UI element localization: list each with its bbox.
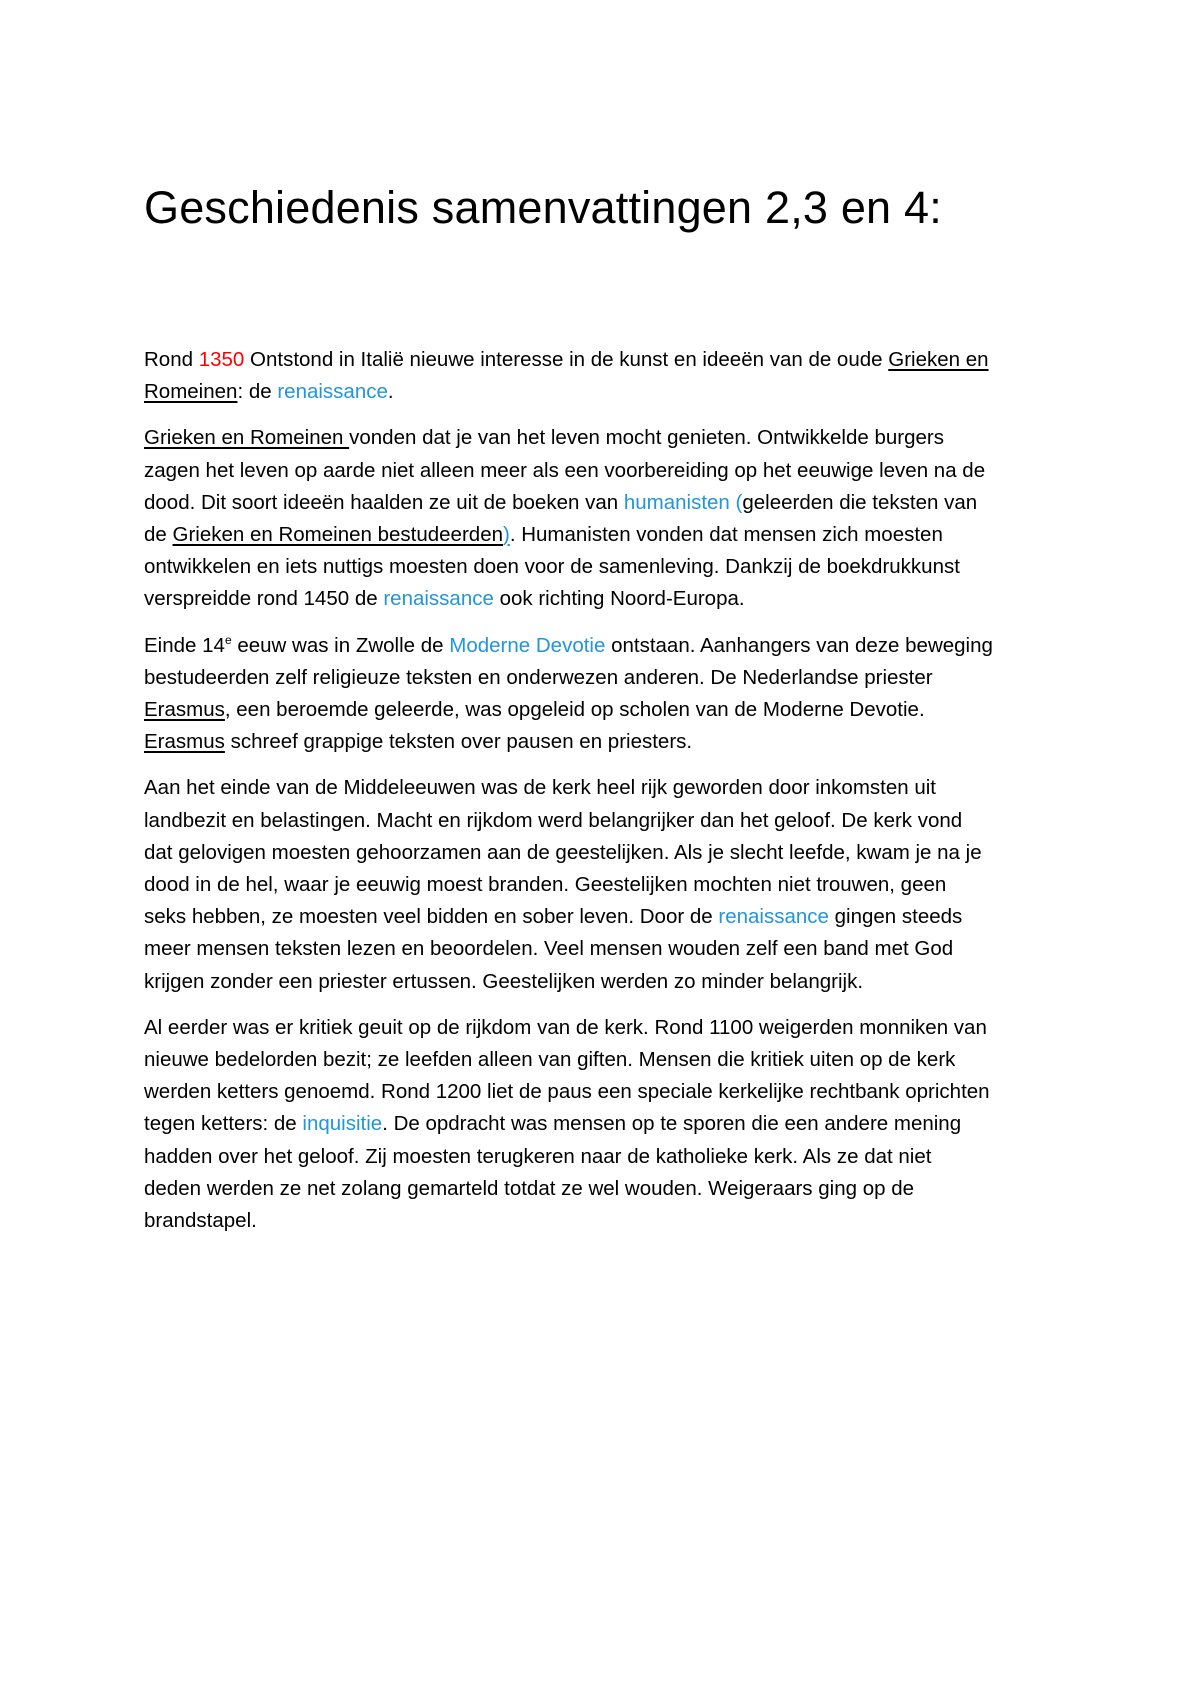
text-run: eeuw was in Zwolle de xyxy=(231,633,450,657)
text-line xyxy=(144,455,1062,487)
text-run: Einde 14 xyxy=(144,633,225,657)
text-run: dood in de hel, waar je eeuwig moest branden. Geestelijken mochten niet trouwen, geen xyxy=(144,873,947,897)
text-line xyxy=(144,772,1062,804)
text-run: Romeinen xyxy=(144,380,238,404)
text-run: gingen steeds xyxy=(828,905,963,929)
text-run: Grieken en xyxy=(888,348,989,371)
text-line xyxy=(144,1044,1062,1076)
text-run: renaissance xyxy=(277,380,388,404)
text-line xyxy=(144,901,1062,933)
superscript-run: e xyxy=(224,632,232,647)
text-line xyxy=(144,662,1062,694)
text-line xyxy=(144,869,1062,901)
text-run: Al eerder was er kritiek geuit op de rijkdom van de kerk. Rond 1100 weigerden monniken van xyxy=(144,1015,987,1039)
document-body xyxy=(144,344,1062,1251)
text-run: seks hebben, ze moesten veel bidden en sober leven. Door de xyxy=(144,905,719,929)
paragraph xyxy=(144,772,1062,997)
text-run: ontwikkelen en iets nuttigs moesten doen voor de samenleving. Dankzij de boekdrukkunst xyxy=(144,555,960,579)
text-run: werden ketters genoemd. Rond 1200 liet de paus een speciale kerkelijke rechtbank oprichten xyxy=(144,1080,990,1104)
text-run: schreef grappige teksten over pausen en priesters. xyxy=(224,730,693,754)
text-run: krijgen zonder een priester ertussen. Geestelijken werden zo minder belangrijk. xyxy=(144,969,864,993)
text-run: Moderne Devotie xyxy=(449,633,606,657)
text-run: meer mensen teksten lezen en beoordelen. Veel mensen wouden zelf een band met God xyxy=(144,937,954,961)
document-title: Geschiedenis samenvattingen 2,3 en 4: xyxy=(144,182,942,233)
text-run: geleerden die teksten van xyxy=(742,490,978,514)
text-run: , een beroemde geleerde, was opgeleid op scholen van de Moderne Devotie. xyxy=(224,698,925,722)
paragraph xyxy=(144,344,1062,408)
text-run: humanisten ( xyxy=(623,490,743,514)
text-run: : de xyxy=(237,380,278,404)
text-line xyxy=(144,630,1062,662)
text-run: nieuwe bedelorden bezit; ze leefden alleen van giften. Mensen die kritiek uiten op de kerk xyxy=(144,1048,956,1072)
text-run: Aan het einde van de Middeleeuwen was de kerk heel rijk geworden door inkomsten uit xyxy=(144,776,937,800)
text-run: bestudeerden zelf religieuze teksten en onderwezen anderen. De Nederlandse priester xyxy=(144,665,933,689)
text-run: inquisitie xyxy=(302,1112,383,1136)
text-run: landbezit en belastingen. Macht en rijkdom werd belangrijker dan het geloof. De kerk vond xyxy=(144,808,963,832)
text-run: . xyxy=(387,380,394,404)
text-run: renaissance xyxy=(383,587,494,611)
text-run: Grieken en Romeinen xyxy=(144,426,350,450)
text-run: Erasmus xyxy=(144,698,225,722)
text-line xyxy=(144,422,1062,454)
text-run: . Humanisten vonden dat mensen zich moesten xyxy=(509,523,943,547)
text-run: . De opdracht was mensen op te sporen die een andere mening xyxy=(382,1112,962,1136)
paragraph xyxy=(144,422,1062,615)
text-run: ) xyxy=(503,523,510,547)
text-run: dood. Dit soort ideeën haalden ze uit de boeken van xyxy=(144,490,624,514)
text-run: Grieken en Romeinen bestudeerden xyxy=(172,523,503,547)
text-run: de xyxy=(144,523,173,547)
text-line xyxy=(144,1141,1062,1173)
text-line xyxy=(144,551,1062,583)
text-run: 1350 xyxy=(198,348,245,371)
text-line xyxy=(144,1205,1062,1237)
text-line xyxy=(144,933,1062,965)
paragraph xyxy=(144,1012,1062,1237)
text-line xyxy=(144,726,1062,758)
text-run: renaissance xyxy=(718,905,829,929)
text-run: hadden over het geloof. Zij moesten terugkeren naar de katholieke kerk. Als ze dat niet xyxy=(144,1144,932,1168)
text-run: ontstaan. Aanhangers van deze beweging xyxy=(605,633,993,657)
text-line xyxy=(144,344,1062,376)
text-run: brandstapel. xyxy=(144,1209,257,1233)
text-line xyxy=(144,966,1062,998)
text-line xyxy=(144,519,1062,551)
paragraph xyxy=(144,630,1062,759)
text-line xyxy=(144,1012,1062,1044)
text-line xyxy=(144,805,1062,837)
text-line xyxy=(144,376,1062,408)
text-run: deden werden ze net zolang gemarteld totdat ze wel wouden. Weigeraars ging op de xyxy=(144,1176,915,1200)
text-run: Ontstond in Italië nieuwe interesse in de kunst en ideeën van de oude xyxy=(244,348,889,371)
text-line xyxy=(144,1173,1062,1205)
text-run: Rond xyxy=(144,348,199,371)
text-run: verspreidde rond 1450 de xyxy=(144,587,384,611)
text-line xyxy=(144,694,1062,726)
text-run: Erasmus xyxy=(144,730,225,754)
text-run: vonden dat je van het leven mocht genieten. Ontwikkelde burgers xyxy=(349,426,944,450)
text-line xyxy=(144,1108,1062,1140)
text-run: zagen het leven op aarde niet alleen meer als een voorbereiding op het eeuwige leven na de xyxy=(144,458,986,482)
text-line xyxy=(144,583,1062,615)
text-line xyxy=(144,487,1062,519)
text-run: dat gelovigen moesten gehoorzamen aan de geestelijken. Als je slecht leefde, kwam je na je xyxy=(144,840,982,864)
text-run: tegen ketters: de xyxy=(144,1112,303,1136)
text-line xyxy=(144,1076,1062,1108)
text-line xyxy=(144,837,1062,869)
text-run: ook richting Noord-Europa. xyxy=(493,587,745,611)
